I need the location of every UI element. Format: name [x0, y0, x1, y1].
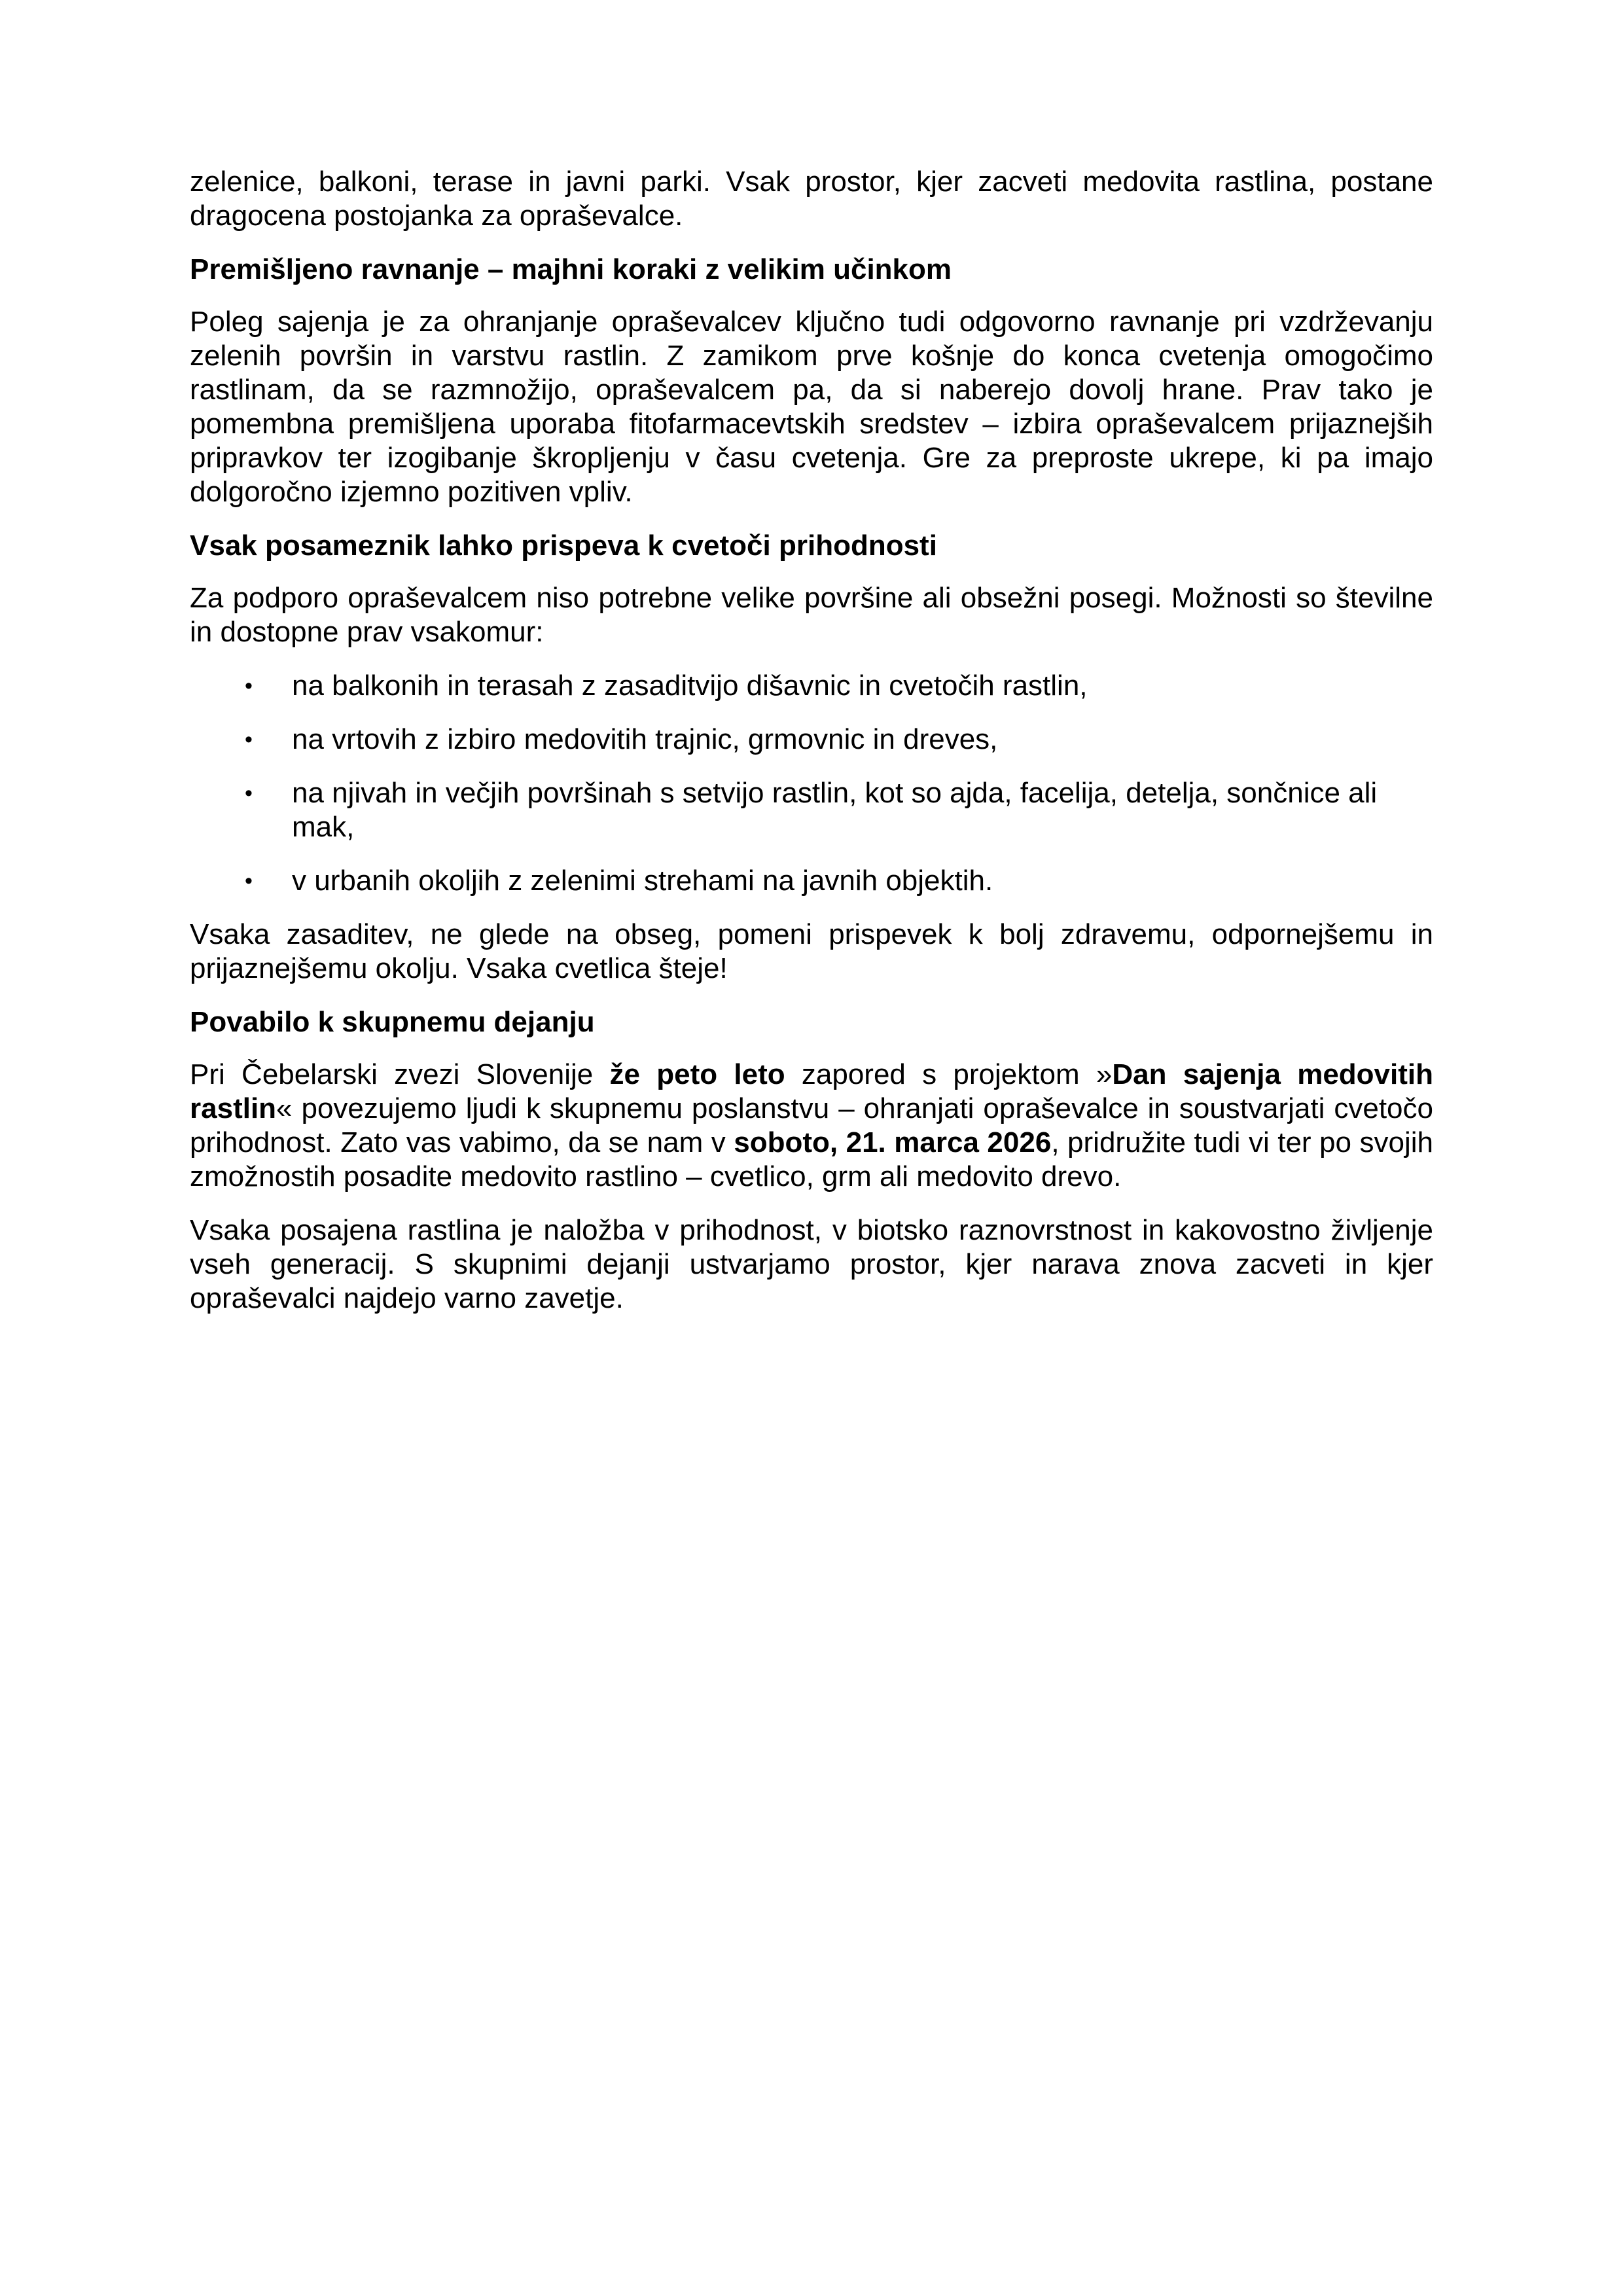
- document-body: [190, 165, 1433, 1316]
- section-heading-premisljeno-ravnanje: Premišljeno ravnanje – majhni koraki z velikim učinkom: [190, 253, 952, 285]
- list-item: [190, 776, 1433, 844]
- text-run-bold-project-name: Dan sajenja medovitih rastlin: [190, 1058, 1434, 1124]
- text-run: , pridružite tudi vi ter po svojih zmožnostih posadite medovito rastlino – cvetlico, grm ali medovito drevo.: [190, 1126, 1433, 1193]
- text-run-bold-ze-peto-leto: že peto leto: [609, 1058, 785, 1090]
- paragraph-moznosti-intro: Za podporo opraševalcem niso potrebne velike površine ali obsežni posegi. Možnosti so številne in dostopne prav vsakomur:: [190, 582, 1433, 648]
- list-item-label: na njivah in večjih površinah s setvijo rastlin, kot so ajda, facelija, detelja, sončnice ali mak,: [292, 777, 1378, 843]
- text-run-bold-event-date: soboto, 21. marca 2026: [734, 1126, 1052, 1158]
- list-item: [190, 669, 1433, 703]
- list-item-label: na vrtovih z izbiro medovitih trajnic, grmovnic in dreves,: [292, 723, 998, 755]
- list-item: [190, 723, 1433, 757]
- text-run: Pri Čebelarski zvezi Slovenije: [190, 1058, 610, 1090]
- text-run: « povezujemo ljudi k skupnemu poslanstvu – ohranjati opraševalce in soustvarjati cvetočo prihodnost. Zato vas vabimo, da se nam v: [190, 1092, 1433, 1158]
- possibilities-list: [190, 669, 1433, 898]
- list-item-label: v urbanih okoljih z zelenimi strehami na javnih objektih.: [292, 865, 993, 897]
- list-item: [190, 864, 1433, 898]
- text-run: zapored s projektom »: [785, 1058, 1113, 1090]
- bullet-point-icon: •: [245, 781, 253, 806]
- section-heading-vsak-posameznik: Vsak posameznik lahko prispeva k cvetoči prihodnosti: [190, 529, 937, 562]
- paragraph-povabilo: [190, 1058, 1433, 1194]
- paragraph-odgovorno-ravnanje: Poleg sajenja je za ohranjanje opraševalcev ključno tudi odgovorno ravnanje pri vzdrževanju zelenih površin in varstvu rastlin. Z zamikom prve košnje do konca cvetenja omogočimo rastlinam, da se razmnožijo, opraševalcem pa, da si naberejo dovolj hrane. Prav tako je pomembna premišljena uporaba fitofarmacevtskih sredstev – izbira opraševalcem prijaznejših pripravkov ter izogibanje škropljenju v času cvetenja. Gre za preproste ukrepe, ki pa imajo dolgoročno izjemno pozitiven vpliv.: [190, 306, 1433, 508]
- bullet-point-icon: •: [245, 673, 253, 698]
- continued-paragraph: zelenice, balkoni, terase in javni parki. Vsak prostor, kjer zacveti medovita rastlina, postane dragocena postojanka za opraševalce.: [190, 166, 1433, 232]
- list-item-label: na balkonih in terasah z zasaditvijo dišavnic in cvetočih rastlin,: [292, 670, 1088, 702]
- section-heading-povabilo: Povabilo k skupnemu dejanju: [190, 1006, 595, 1038]
- bullet-point-icon: •: [245, 869, 253, 893]
- bullet-point-icon: •: [245, 727, 253, 752]
- paragraph-zakljucek: Vsaka posajena rastlina je naložba v prihodnost, v biotsko raznovrstnost in kakovostno življenje vseh generacij. S skupnimi dejanji ustvarjamo prostor, kjer narava znova zacveti in kjer opraševalci najdejo varno zavetje.: [190, 1214, 1433, 1314]
- paragraph-vsaka-zasaditev: Vsaka zasaditev, ne glede na obseg, pomeni prispevek k bolj zdravemu, odpornejšemu in prijaznejšemu okolju. Vsaka cvetlica šteje!: [190, 918, 1433, 984]
